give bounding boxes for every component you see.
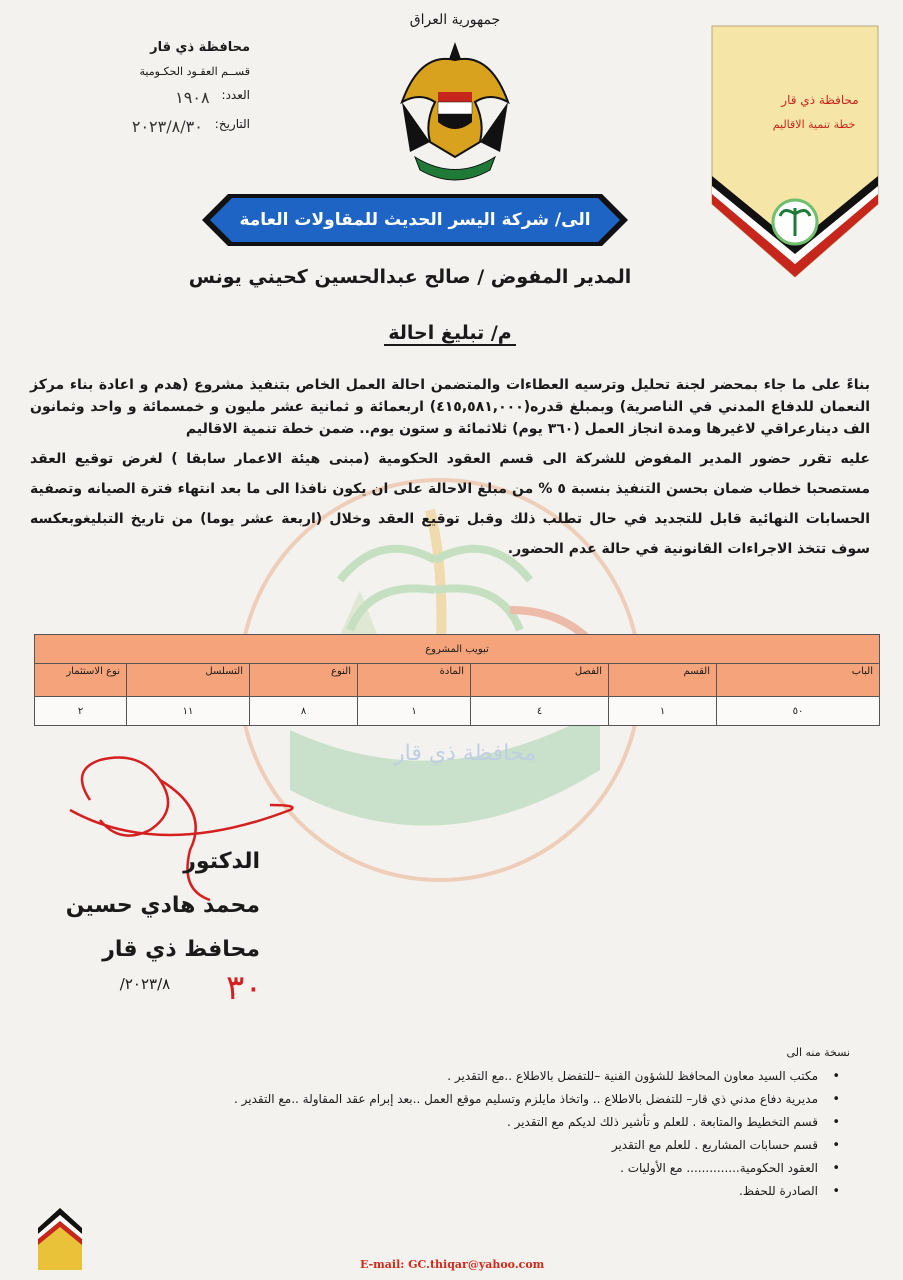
number-label: العدد: (221, 88, 250, 102)
regional-development-pennant (710, 24, 880, 279)
signatory-name: محمد هادي حسين (65, 893, 260, 918)
governorate-name: محافظة ذي قار (150, 40, 250, 55)
signature-date: ٢٠٢٣/٨/ (119, 975, 171, 993)
corner-chevron-icon (36, 1206, 84, 1272)
list-item: • الصادرة للحفظ. (70, 1180, 818, 1203)
document-number-row (30, 88, 250, 107)
republic-emblem-block (395, 12, 515, 182)
table-caption: تبويب المشروع (35, 635, 880, 664)
watermark-label: محافظة ذي قار (394, 741, 536, 766)
table-header-row (35, 664, 880, 697)
table-header-cell: نوع الاستثمار (35, 664, 127, 697)
contact-email: E-mail: GC.thiqar@yahoo.com (360, 1258, 545, 1271)
document-date-row (30, 117, 250, 136)
list-item: • العقود الحكومية.............. مع الأوليات . (70, 1157, 818, 1180)
table-cell: ٤ (471, 697, 609, 726)
table-header-cell: المادة (358, 664, 471, 697)
signatory-position: محافظ ذي قار (102, 937, 260, 962)
table-cell: ٢ (35, 697, 127, 726)
issuer-header (30, 40, 250, 136)
handwritten-day: ٣٠ (226, 968, 263, 1008)
list-item: • مديرية دفاع مدني ذي قار– للتفضل بالاطلاع .. واتخاذ مايلزم وتسليم موقع العمل ..بعد إبرام عقد المقاولة ..مع التقدير . (70, 1088, 818, 1111)
authorized-manager: المدير المفوض / صالح عبدالحسين كحيني يونس (188, 266, 632, 288)
body-paragraph-2: عليه تقرر حضور المدير المفوض للشركة الى قسم العقود الحكومية (مبنى هيئة الاعمار سابقا ) لغرض توقيع العقد مستصحبا خطاب ضمان بحسن التنفيذ بنسبة ٥ % من مبلغ الاحالة على ان يكون نافذا الى ما بعد انتهاء فترة الصيانه وتصفية الحسابات النهائية قابل للتجديد في حال تطلب ذلك وقبل توقيع العقد وخلال (اربعة عشر يوما) من تاريخ التبليغوبعكسه سوف تتخذ الاجراءات القانونية في حالة عدم الحضور. (30, 451, 870, 557)
number-value: ١٩٠٨ (175, 88, 210, 107)
date-label: التاريخ: (214, 117, 250, 131)
copies-list (70, 1046, 850, 1203)
list-item: • قسم حسابات المشاريع . للعلم مع التقدير (70, 1134, 818, 1157)
body-paragraph-1: بناءً على ما جاء بمحضر لجنة تحليل وترسيه العطاءات والمتضمن احالة العمل الخاص بتنفيذ مشروع (هدم و اعادة بناء مركز النعمان للدفاع المدني في الناصرية) وبمبلغ قدره(٤١٥,٥٨١,٠٠٠) اربعمائة و ثمانية عشر مليون و خمسمائة و واحد وثمانون الف دينارعراقي لاغيرها ومدة انجاز العمل (٣٦٠ يوم) ثلاثمائة و ستون يوم.. ضمن خطة تنمية الاقاليم (30, 377, 870, 437)
subject-text: م/ تبليغ احالة (384, 322, 515, 346)
table-header-cell: الفصل (471, 664, 609, 697)
department-name: قســم العقـود الحكـومية (139, 65, 250, 78)
republic-name: جمهورية العراق (409, 12, 501, 28)
list-item: • مكتب السيد معاون المحافظ للشؤون الفنية –للتفضل بالاطلاع ..مع التقدير . (70, 1065, 818, 1088)
table-cell: ٨ (250, 697, 358, 726)
date-value: ٢٠٢٣/٨/٣٠ (131, 117, 203, 136)
table-header-cell: الباب (717, 664, 880, 697)
copies-heading: نسخة منه الى (786, 1046, 850, 1059)
project-classification-table (34, 634, 880, 726)
table-cell: ١ (358, 697, 471, 726)
list-item: • قسم التخطيط والمتابعة . للعلم و تأشير ذلك لديكم مع التقدير . (70, 1111, 818, 1134)
subject-line (330, 322, 570, 344)
letter-body (30, 374, 870, 564)
pennant-line1: محافظة ذي قار (781, 93, 859, 107)
table-header-cell: القسم (609, 664, 717, 697)
pennant-line2: خطة تنمية الاقاليم (772, 118, 856, 131)
table-header-cell: التسلسل (127, 664, 250, 697)
recipient-name: الى/ شركة اليسر الحديث للمقاولات العامة (239, 210, 591, 230)
table-header-cell: النوع (250, 664, 358, 697)
table-row (35, 697, 880, 726)
iraq-eagle-emblem-icon (400, 32, 510, 182)
signatory-title: الدكتور (183, 849, 260, 874)
table-cell: ١ (609, 697, 717, 726)
table-cell: ١١ (127, 697, 250, 726)
table-cell: ٥٠ (717, 697, 880, 726)
